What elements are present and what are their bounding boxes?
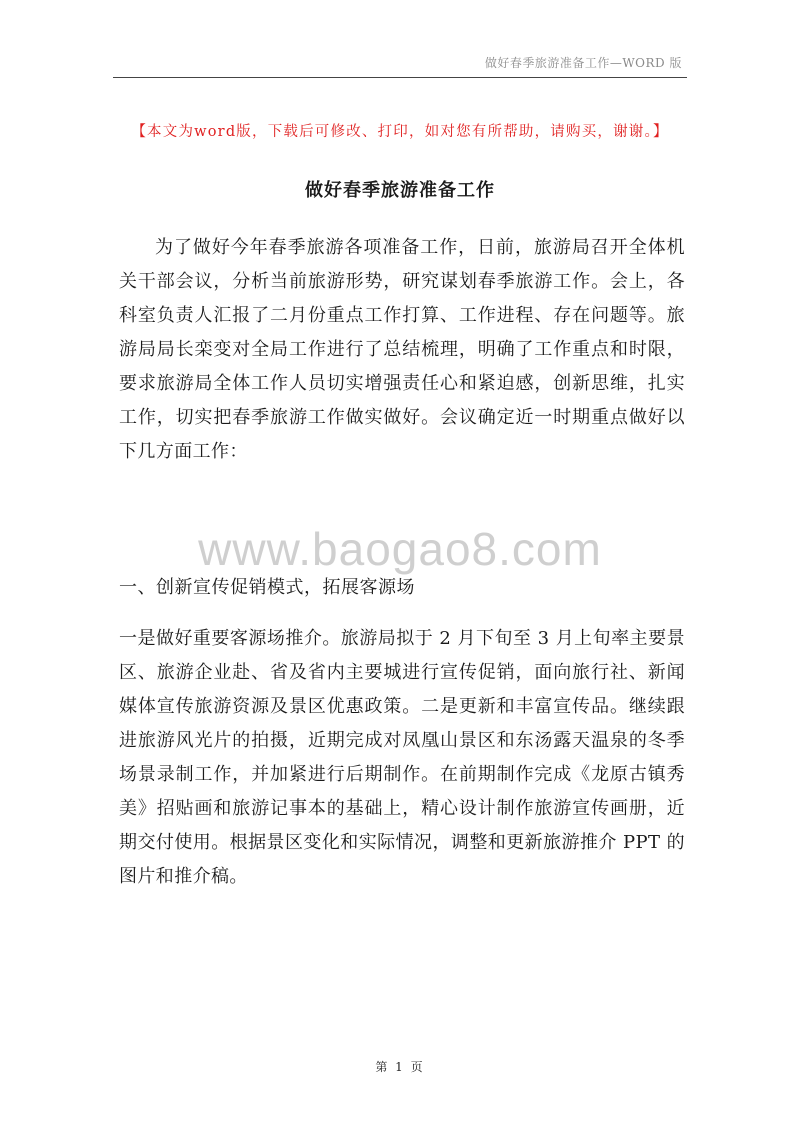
running-header: 做好春季旅游准备工作—WORD 版 <box>484 56 682 70</box>
document-title: 做好春季旅游准备工作 <box>305 180 495 201</box>
download-notice: 【本文为word版，下载后可修改、打印，如对您有所帮助，请购买，谢谢。】 <box>131 124 669 140</box>
header-divider <box>113 77 687 78</box>
section-paragraph: 一是做好重要客源场推介。旅游局拟于 2 月下旬至 3 月上旬率主要景区、旅游企业赴、省及省内主要城进行宣传促销，面向旅行社、新闻媒体宣传旅游资源及景区优惠政策。二是更新和丰富宣传品。继续跟进旅游风光片的拍摄，近期完成对凤凰山景区和东汤露天温泉的冬季场景录制工作，并加紧进行后期制作。在前期制作完成《龙原古镇秀美》招贴画和旅游记事本的基础上，精心设计制作旅游宣传画册，近期交付使用。根据景区变化和实际情况，调整和更新旅游推介 PPT 的图片和推介稿。 <box>119 628 685 887</box>
intro-paragraph: 为了做好今年春季旅游各项准备工作，日前，旅游局召开全体机关干部会议，分析当前旅游形势，研究谋划春季旅游工作。会上，各科室负责人汇报了二月份重点工作打算、工作进程、存在问题等。旅游局局长栾变对全局工作进行了总结梳理，明确了工作重点和时限，要求旅游局全体工作人员切实增强责任心和紧迫感，创新思维，扎实工作，切实把春季旅游工作做实做好。会议确定近一时期重点做好以下几方面工作： <box>119 237 685 462</box>
watermark: www.baogao8.com <box>198 523 602 575</box>
section-heading: 一、创新宣传促销模式，拓展客源场 <box>119 577 415 598</box>
page-number: 第 1 页 <box>375 1060 425 1074</box>
